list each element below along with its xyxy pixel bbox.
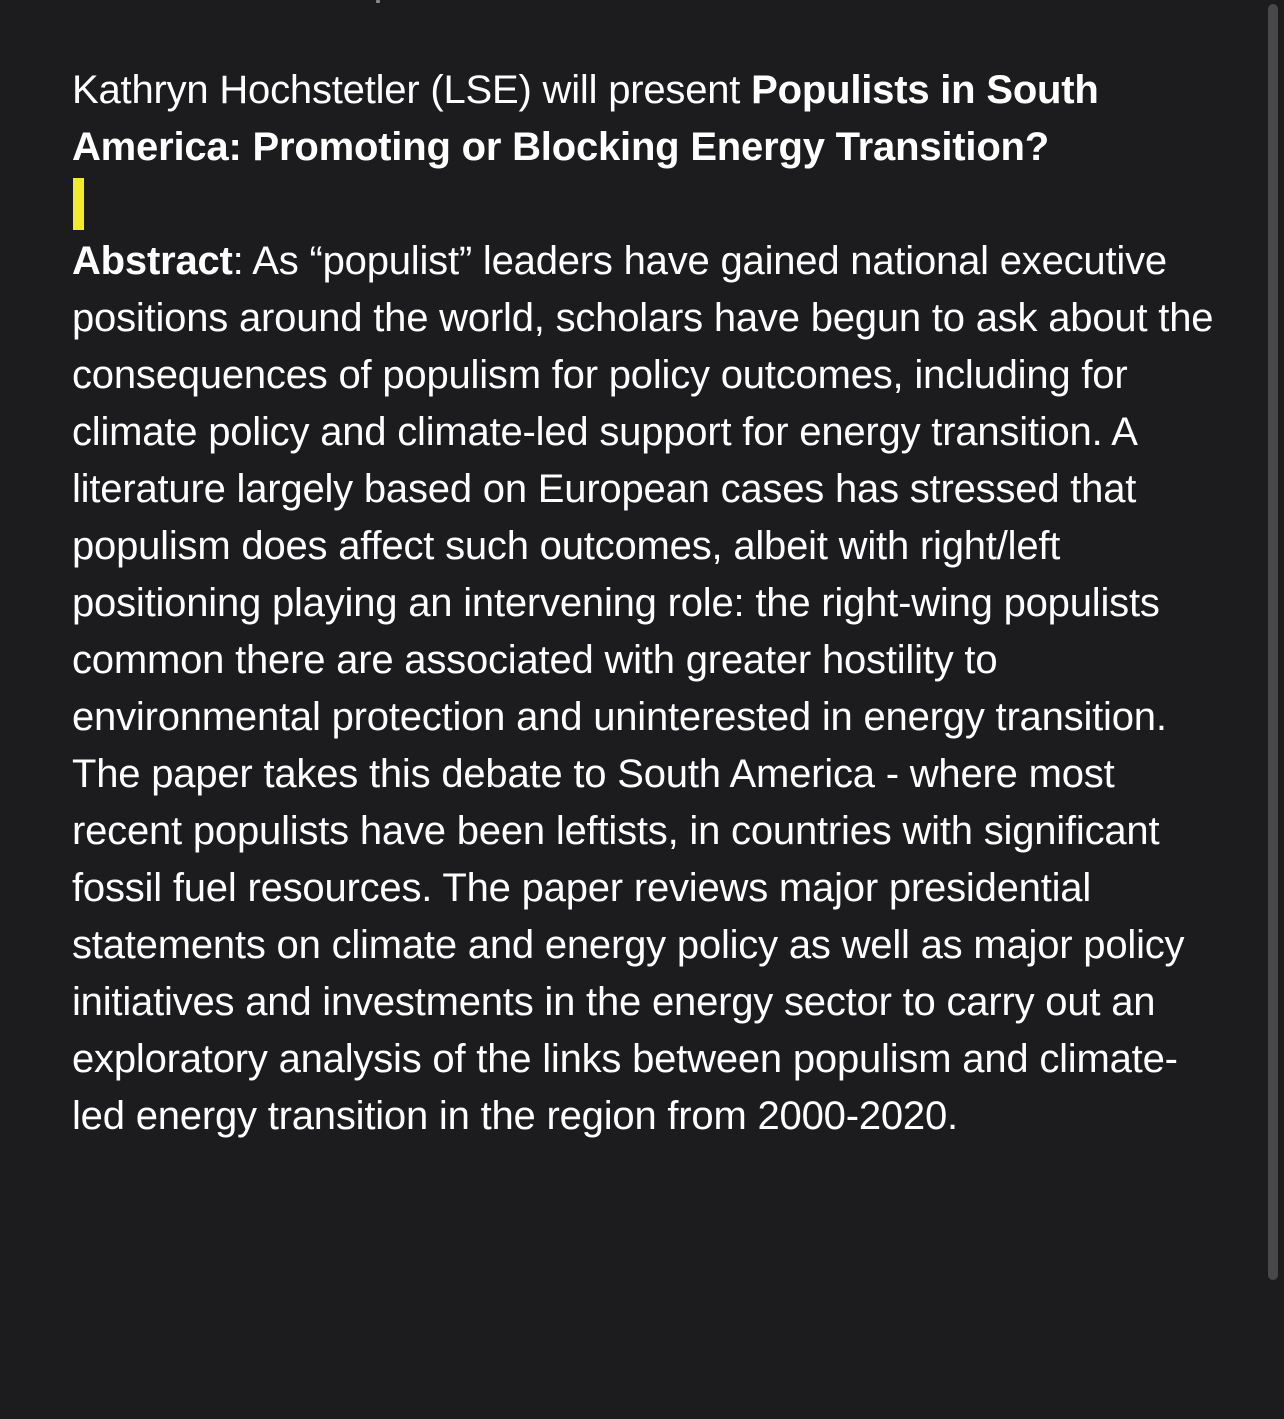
- intro-paragraph: [72, 62, 1222, 176]
- abstract-label: Abstract: [72, 239, 233, 283]
- intro-prefix: Kathryn Hochstetler (LSE) will present: [72, 68, 752, 112]
- cursor-line[interactable]: [72, 176, 1222, 233]
- abstract-paragraph: [72, 233, 1222, 1145]
- abstract-text: As “populist” leaders have gained national executive positions around the world, scholars have begun to ask about the consequences of populism for policy outcomes, including for climate policy and climate-led support for energy transition. A literature largely based on European cases has stressed that populism does affect such outcomes, albeit with right/left positioning playing an intervening role: the right-wing populists common there are associated with greater hostility to environmental protection and uninterested in energy transition. The paper takes this debate to South America - where most recent populists have been leftists, in countries with significant fossil fuel resources. The paper reviews major presidential statements on climate and energy policy as well as major policy initiatives and investments in the energy sector to carry out an exploratory analysis of the links between populism and climate-led energy transition in the region from 2000-2020.: [72, 239, 1214, 1138]
- text-cursor: [73, 178, 84, 230]
- note-body[interactable]: [72, 62, 1222, 1145]
- talk-title: Populists in South America: Promoting or Blocking Energy Transition?: [72, 68, 1099, 169]
- scrollbar[interactable]: [1268, 4, 1278, 1280]
- abstract-separator: :: [232, 239, 253, 283]
- top-edge-mark: [376, 0, 380, 3]
